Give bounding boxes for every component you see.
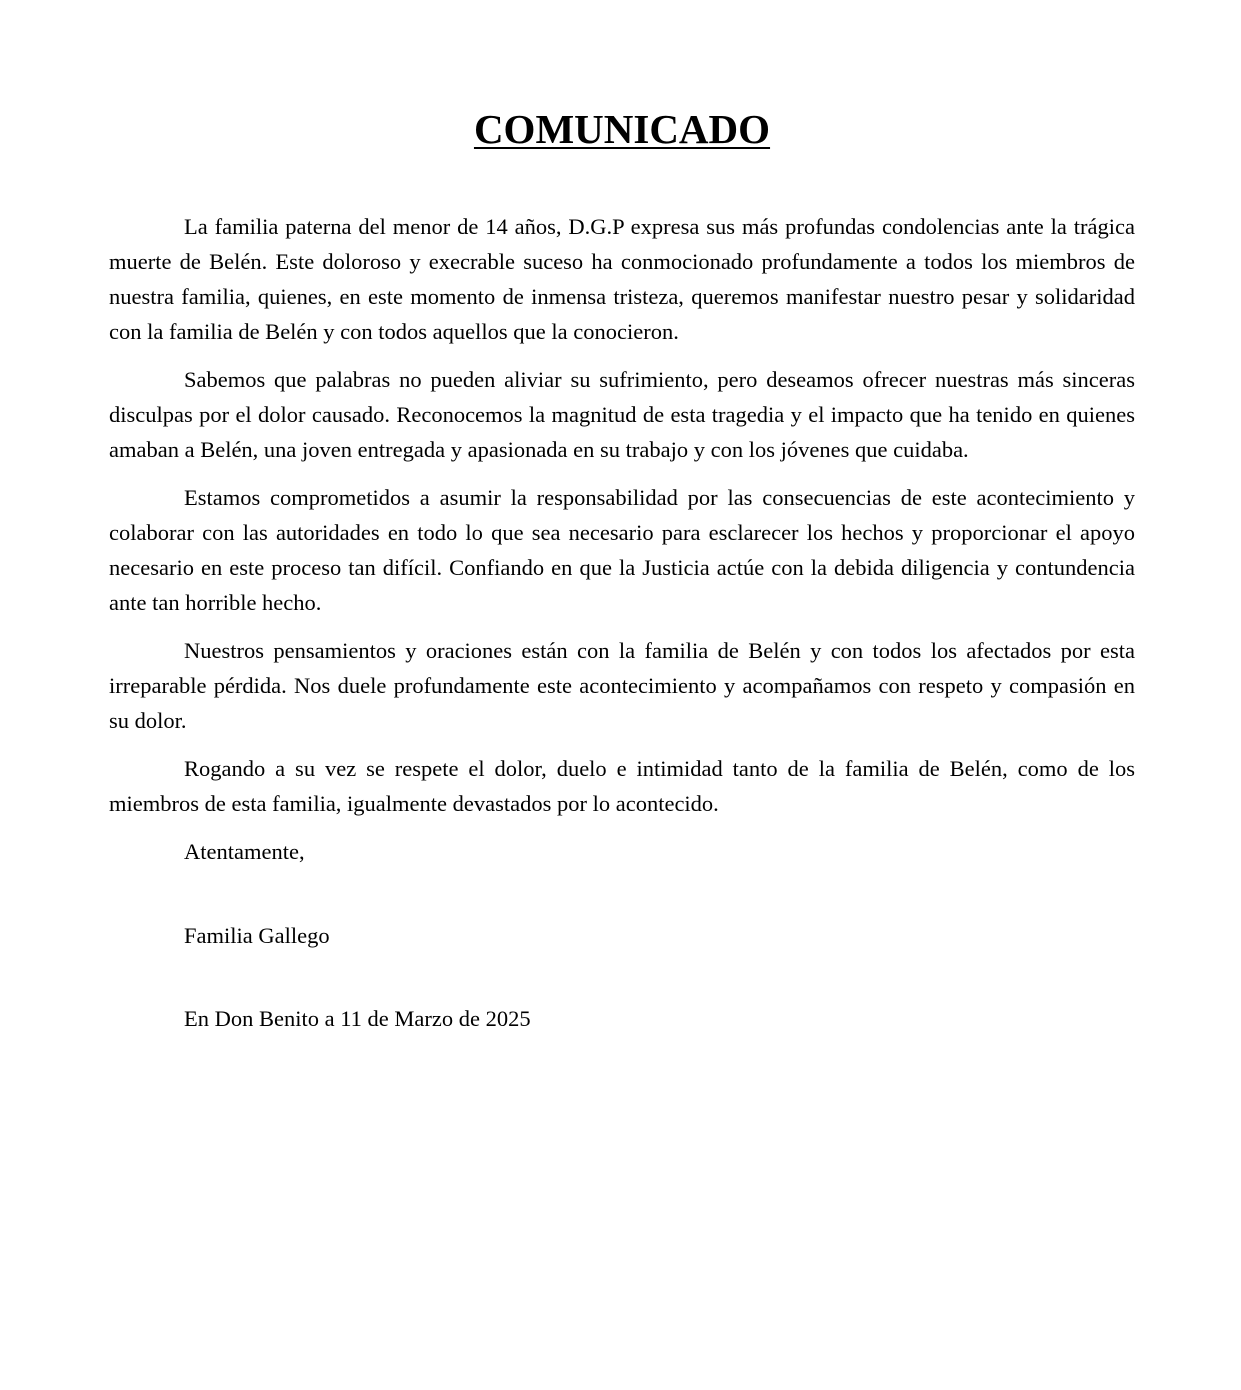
paragraph-condolences: La familia paterna del menor de 14 años, D.G.P expresa sus más profundas condolencias ante la trágica muerte de Belén. Este doloroso y execrable suceso ha conmocionado profundamente a todos los miembros de nuestra familia, quienes, en este momento de inmensa tristeza, queremos manifestar nuestro pesar y solidaridad con la familia de Belén y con todos aquellos que la conocieron. [109, 214, 1135, 344]
paragraph-responsibility: Estamos comprometidos a asumir la responsabilidad por las consecuencias de este acontecimiento y colaborar con las autoridades en todo lo que sea necesario para esclarecer los hechos y proporcionar el apoyo necesario en este proceso tan difícil. Confiando en que la Justicia actúe con la debida diligencia y contundencia ante tan horrible hecho. [109, 485, 1135, 615]
document-title [109, 104, 1135, 154]
signature: Familia Gallego [184, 923, 330, 948]
closing-greeting: Atentamente, [184, 839, 305, 864]
place-and-date: En Don Benito a 11 de Marzo de 2025 [184, 1006, 531, 1031]
paragraph-thoughts: Nuestros pensamientos y oraciones están con la familia de Belén y con todos los afectados por esta irreparable pérdida. Nos duele profundamente este acontecimiento y acompañamos con respeto y compasión en su dolor. [109, 638, 1135, 733]
document-title-text: COMUNICADO [473, 106, 771, 152]
document-body [109, 209, 1135, 1036]
paragraph-apology: Sabemos que palabras no pueden aliviar su sufrimiento, pero deseamos ofrecer nuestras más sinceras disculpas por el dolor causado. Reconocemos la magnitud de esta tragedia y el impacto que ha tenido en quienes amaban a Belén, una joven entregada y apasionada en su trabajo y con los jóvenes que cuidaba. [109, 367, 1135, 462]
paragraph-privacy-request: Rogando a su vez se respete el dolor, duelo e intimidad tanto de la familia de Belén, como de los miembros de esta familia, igualmente devastados por lo acontecido. [109, 756, 1135, 816]
